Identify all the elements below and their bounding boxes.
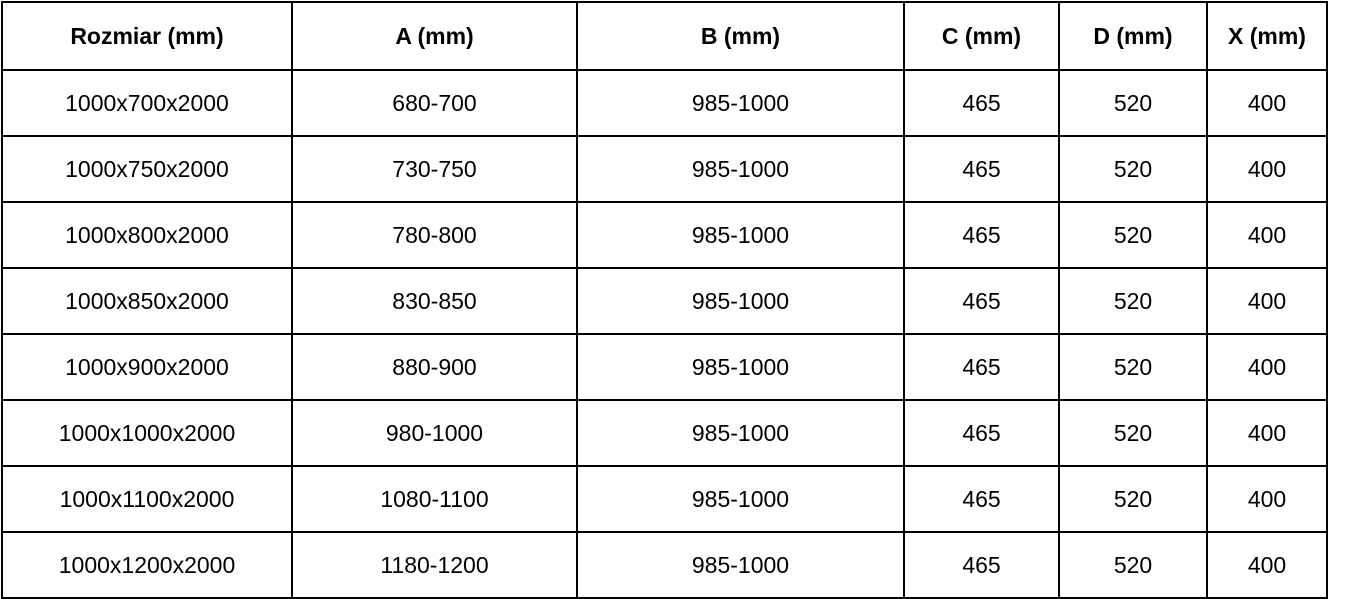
- cell-c: 465: [904, 532, 1059, 598]
- cell-c: 465: [904, 70, 1059, 136]
- cell-b: 985-1000: [577, 268, 904, 334]
- dimensions-table-sheet: [0, 1, 1357, 590]
- cell-x: 400: [1207, 268, 1327, 334]
- cell-d: 520: [1059, 334, 1207, 400]
- cell-c: 465: [904, 136, 1059, 202]
- cell-rozmiar: 1000x850x2000: [2, 268, 292, 334]
- cell-rozmiar: 1000x750x2000: [2, 136, 292, 202]
- cell-rozmiar: 1000x900x2000: [2, 334, 292, 400]
- column-header-b: B (mm): [577, 2, 904, 70]
- cell-x: 400: [1207, 400, 1327, 466]
- cell-x: 400: [1207, 70, 1327, 136]
- table-header-row: [2, 2, 1327, 70]
- cell-b: 985-1000: [577, 136, 904, 202]
- cell-b: 985-1000: [577, 334, 904, 400]
- cell-x: 400: [1207, 136, 1327, 202]
- table-row: [2, 334, 1327, 400]
- cell-d: 520: [1059, 532, 1207, 598]
- cell-x: 400: [1207, 466, 1327, 532]
- cell-a: 830-850: [292, 268, 577, 334]
- cell-a: 1180-1200: [292, 532, 577, 598]
- cell-d: 520: [1059, 136, 1207, 202]
- cell-x: 400: [1207, 334, 1327, 400]
- cell-a: 730-750: [292, 136, 577, 202]
- cell-b: 985-1000: [577, 532, 904, 598]
- table-row: [2, 466, 1327, 532]
- cell-x: 400: [1207, 202, 1327, 268]
- cell-b: 985-1000: [577, 466, 904, 532]
- cell-b: 985-1000: [577, 400, 904, 466]
- cell-c: 465: [904, 400, 1059, 466]
- table-row: [2, 268, 1327, 334]
- table-row: [2, 136, 1327, 202]
- cell-d: 520: [1059, 70, 1207, 136]
- cell-c: 465: [904, 202, 1059, 268]
- cell-x: 400: [1207, 532, 1327, 598]
- table-row: [2, 532, 1327, 598]
- column-header-c: C (mm): [904, 2, 1059, 70]
- table-header: [2, 2, 1327, 70]
- column-header-a: A (mm): [292, 2, 577, 70]
- cell-a: 1080-1100: [292, 466, 577, 532]
- cell-b: 985-1000: [577, 202, 904, 268]
- column-header-d: D (mm): [1059, 2, 1207, 70]
- cell-rozmiar: 1000x800x2000: [2, 202, 292, 268]
- cell-a: 980-1000: [292, 400, 577, 466]
- cell-d: 520: [1059, 268, 1207, 334]
- dimensions-table: [1, 1, 1328, 599]
- cell-rozmiar: 1000x1100x2000: [2, 466, 292, 532]
- table-body: [2, 70, 1327, 598]
- column-header-x: X (mm): [1207, 2, 1327, 70]
- cell-d: 520: [1059, 466, 1207, 532]
- cell-a: 680-700: [292, 70, 577, 136]
- cell-c: 465: [904, 466, 1059, 532]
- cell-a: 880-900: [292, 334, 577, 400]
- cell-d: 520: [1059, 202, 1207, 268]
- cell-rozmiar: 1000x1200x2000: [2, 532, 292, 598]
- cell-d: 520: [1059, 400, 1207, 466]
- cell-rozmiar: 1000x1000x2000: [2, 400, 292, 466]
- table-row: [2, 400, 1327, 466]
- column-header-rozmiar: Rozmiar (mm): [2, 2, 292, 70]
- cell-b: 985-1000: [577, 70, 904, 136]
- table-row: [2, 202, 1327, 268]
- cell-rozmiar: 1000x700x2000: [2, 70, 292, 136]
- table-row: [2, 70, 1327, 136]
- cell-c: 465: [904, 334, 1059, 400]
- cell-a: 780-800: [292, 202, 577, 268]
- cell-c: 465: [904, 268, 1059, 334]
